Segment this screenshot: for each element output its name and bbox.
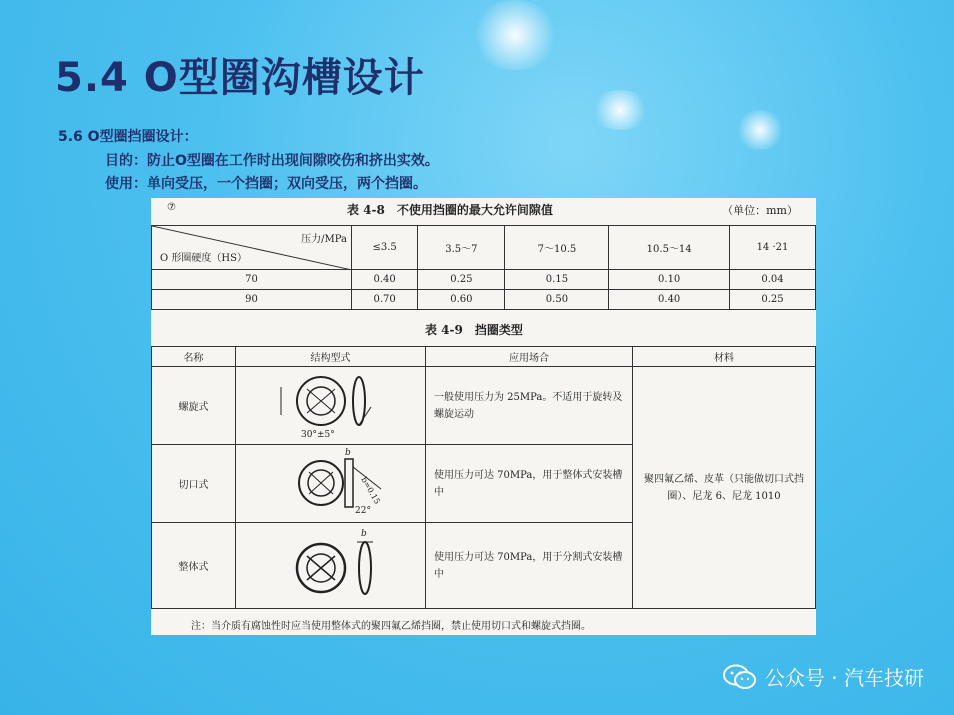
purpose-text: 目的：防止O型圈在工作时出现间隙咬伤和挤出实效。 — [105, 153, 439, 169]
type-name-cell: 切口式 — [152, 445, 236, 523]
spiral-ring-diagram — [241, 367, 421, 441]
column-header: 应用场合 — [426, 347, 633, 367]
column-header: 名称 — [152, 347, 236, 367]
table2-footnote: 注：当介质有腐蚀性时应当使用整体式的聚四氟乙烯挡圈，禁止使用切口式和螺旋式挡圈。 — [191, 621, 591, 632]
watermark-text: 公众号 · 汽车技研 — [764, 666, 924, 690]
structure-cell — [236, 445, 426, 523]
application-cell: 一般使用压力为 25MPa。不适用于旋转及螺旋运动 — [426, 367, 633, 445]
hardness-cell: 90 — [152, 290, 352, 310]
table-row — [152, 367, 816, 445]
hardness-header: O 形圈硬度（HS） — [160, 253, 247, 264]
watermark — [723, 662, 924, 691]
section-heading: 5.6 O型圈挡圈设计： — [58, 129, 198, 145]
sparkle-decoration — [590, 90, 650, 130]
sparkle-decoration — [470, 0, 560, 70]
table1-caption: 表 4-8 不使用挡圈的最大允许间隙值 — [347, 203, 553, 217]
column-header: 14 ·21 — [729, 226, 815, 270]
column-header: 材料 — [633, 347, 816, 367]
cut-ring-diagram — [241, 445, 421, 519]
column-header: 结构型式 — [236, 347, 426, 367]
value-cell: 0.60 — [418, 290, 505, 310]
column-header: 3.5～7 — [418, 226, 505, 270]
table1-mark: ⑦ — [167, 202, 176, 213]
type-name-cell: 螺旋式 — [152, 367, 236, 445]
value-cell: 0.04 — [729, 270, 815, 290]
retaining-ring-type-table — [151, 346, 816, 609]
material-cell: 聚四氟乙烯、皮革（只能做切口式挡圈）、尼龙 6、尼龙 1010 — [633, 367, 816, 609]
solid-ring-diagram — [241, 524, 421, 604]
angle-label: 22° — [354, 506, 371, 516]
column-header: 10.5～14 — [609, 226, 730, 270]
structure-cell — [236, 523, 426, 609]
usage-text: 使用：单向受压，一个挡圈；双向受压，两个挡圈。 — [105, 176, 427, 192]
value-cell: 0.10 — [609, 270, 730, 290]
structure-cell — [236, 367, 426, 445]
table-row — [152, 270, 816, 290]
wechat-icon — [723, 664, 757, 690]
hardness-cell: 70 — [152, 270, 352, 290]
application-cell: 使用压力可达 70MPa，用于整体式安装槽中 — [426, 445, 633, 523]
b-label: b — [344, 448, 351, 458]
table1-unit: （单位：mm） — [722, 204, 798, 217]
value-cell: 0.25 — [729, 290, 815, 310]
value-cell: 0.40 — [352, 270, 418, 290]
value-cell: 0.50 — [505, 290, 609, 310]
type-name-cell: 整体式 — [152, 523, 236, 609]
table2-caption: 表 4-9 挡圈类型 — [425, 323, 523, 337]
angle-label: 30°±5° — [300, 430, 335, 440]
value-cell: 0.70 — [352, 290, 418, 310]
gap-value-table — [151, 225, 816, 310]
scanned-table-document — [151, 198, 816, 635]
pressure-header: 压力/MPa — [301, 234, 347, 245]
value-cell: 0.15 — [505, 270, 609, 290]
table-row — [152, 290, 816, 310]
value-cell: 0.40 — [609, 290, 730, 310]
column-header: ≤3.5 — [352, 226, 418, 270]
sparkle-decoration — [735, 110, 785, 150]
column-header: 7～10.5 — [505, 226, 609, 270]
application-cell: 使用压力可达 70MPa，用于分割式安装槽中 — [426, 523, 633, 609]
table1-diagonal-header — [152, 226, 352, 270]
dimension-label: b=0.15 — [358, 475, 382, 506]
value-cell: 0.25 — [418, 270, 505, 290]
b-label: b — [360, 529, 367, 539]
slide-title: 5.4 O型圈沟槽设计 — [55, 55, 425, 101]
